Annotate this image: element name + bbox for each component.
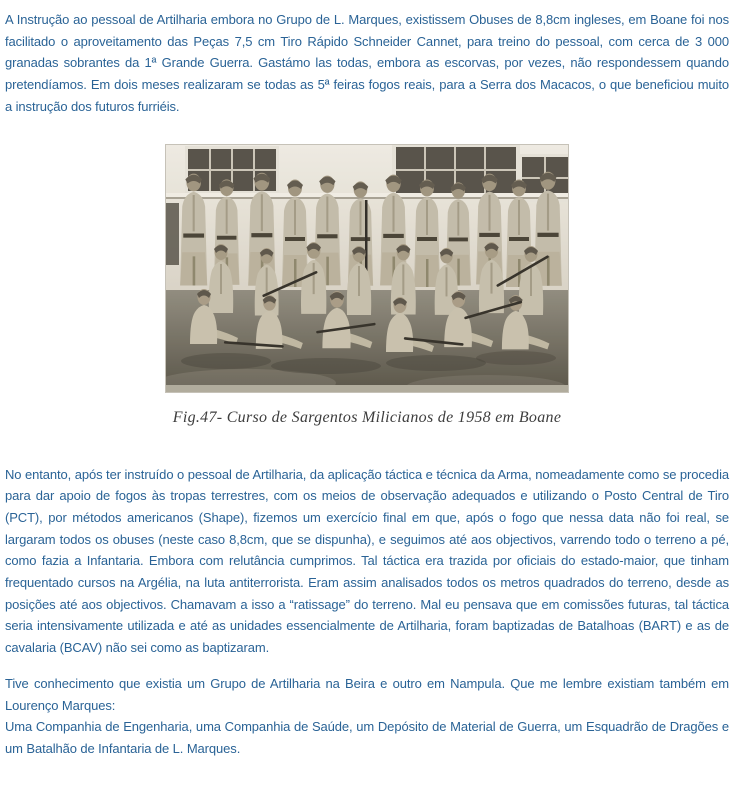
units-paragraph-line-2: Uma Companhia de Engenharia, uma Companhia de Saúde, um Depósito de Material de Guerra, um Esquadrão de Dragões e um Batalhão de Infantaria de L. Marques. bbox=[5, 719, 729, 756]
intro-paragraph: A Instrução ao pessoal de Artilharia embora no Grupo de L. Marques, existissem Obuses de 8,8cm ingleses, em Boane foi nos facilitado o aproveitamento das Peças 7,5 cm Tiro Rápido Schneider Cannet, para treino do pessoal, com cerca de 3 000 granadas sobrantes da 1ª Grande Guerra. Gastámo las todas, embora as escorvas, por vezes, não respondessem quando pretendíamos. Em dois meses realizaram se todas as 5ª feiras fogos reais, para a Serra dos Macacos, o que beneficiou muito a instrução dos futuros furriéis. bbox=[5, 12, 729, 114]
tactics-paragraph: No entanto, após ter instruído o pessoal de Artilharia, da aplicação táctica e técnica da Arma, nomeadamente como se procedia para dar apoio de fogos às tropas terrestres, com os meios de observação adequados e utilizando o Posto Central de Tiro (PCT), por métodos americanos (Shape), fizemos um exercício final em que, após o fogo que nessa data não foi real, se largaram todos os obuses (neste caso 8,8cm, que se dispunha), e seguimos até aos objectivos, varrendo todo o terreno a pé, como fazia a Infantaria. Embora com relutância cumprimos. Tal táctica era trazida por oficiais do estado-maior, que tinham frequentado cursos na Argélia, na luta antiterrorista. Eram assim analisados todos os metros quadrados do terreno, desde as posições até aos objectivos. Chamavam a isso a “ratissage” do terreno. Mal eu pensava que em comissões futuras, tal táctica seria intensivamente utilizada e até as unidades essencialmente de Artilharia, foram baptizadas de Batalhoas (BART) e as de cavalaria (BCAV) não sei como as baptizaram. bbox=[5, 466, 729, 656]
units-paragraph bbox=[5, 673, 729, 760]
units-paragraph-line-1: Tive conhecimento que existia um Grupo de Artilharia na Beira e outro em Nampula. Que me lembre existiam também em Lourenço Marques: bbox=[5, 675, 729, 713]
group-photo bbox=[165, 144, 569, 393]
figure-caption: Fig.47- Curso de Sargentos Milicianos de 1958 em Boane bbox=[172, 408, 562, 426]
figure-47 bbox=[165, 144, 569, 428]
